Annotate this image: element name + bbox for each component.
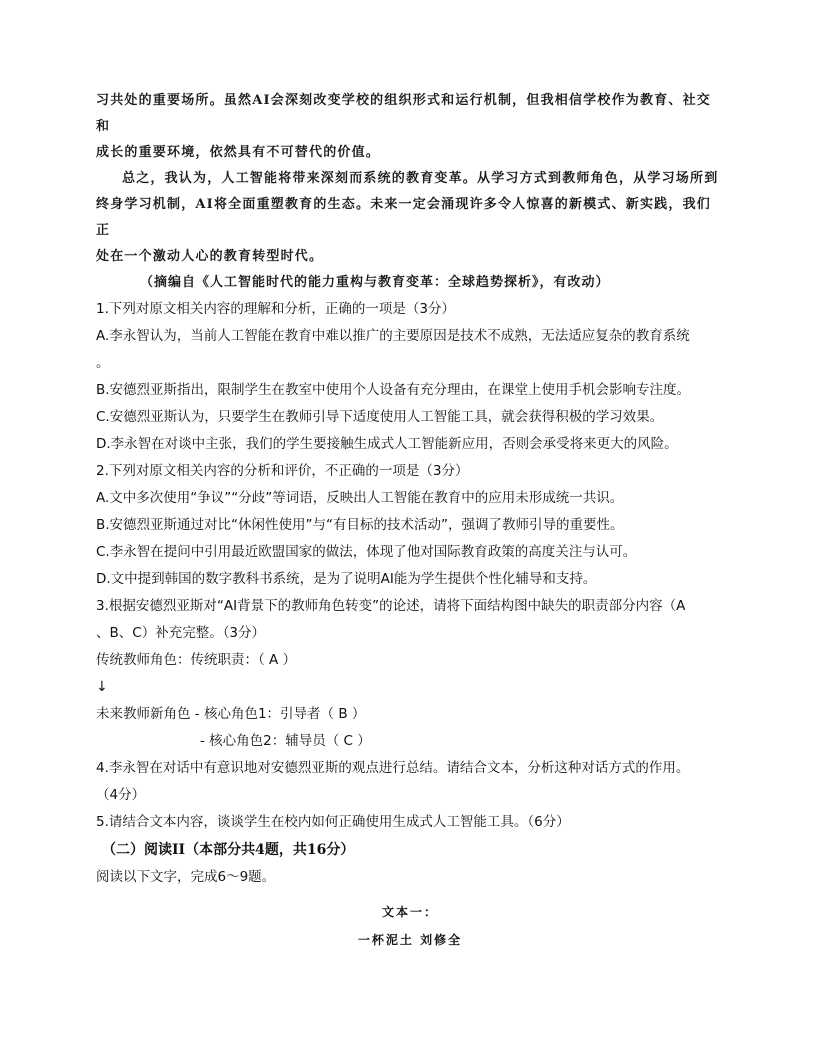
option-a: A.文中多次使用“争议”“分歧”等词语，反映出人工智能在教育中的应用未形成统一共识。 — [96, 490, 624, 506]
question-stem: 4.李永智在对话中有意识地对安德烈亚斯的观点进行总结。请结合文本，分析这种对话方式的作用。 — [96, 760, 690, 776]
document-page — [96, 88, 724, 953]
text-label: 文本一： — [381, 905, 438, 919]
question-5 — [96, 809, 724, 836]
section-heading: （二）阅读II（本部分共4题，共16分） — [102, 842, 355, 858]
question-stem-continuation: （4分） — [96, 787, 146, 803]
passage-excerpt — [96, 88, 724, 270]
passage-line: 处在一个激动人心的教育转型时代。 — [96, 249, 324, 264]
passage-line: 总之，我认为，人工智能将带来深刻而系统的教育变革。从学习方式到教师角色，从学习场所到 — [122, 171, 719, 186]
question-2 — [96, 458, 724, 593]
passage-line: 终身学习机制，AI将全面重塑教育的生态。未来一定会涌现许多令人惊喜的新模式、新实践，我们正 — [96, 197, 711, 238]
option-a-continuation: 。 — [96, 355, 110, 371]
passage-line: 习共处的重要场所。虽然AI会深刻改变学校的组织形式和运行机制，但我相信学校作为教育、社交和 — [96, 93, 711, 134]
passage-source: （摘编自《人工智能时代的能力重构与教育变革：全球趋势探析》，有改动） — [140, 275, 610, 290]
question-stem: 1.下列对原文相关内容的理解和分析，正确的一项是（3分） — [96, 301, 455, 317]
question-stem-continuation: 、B、C）补充完整。（3分） — [96, 625, 266, 641]
option-c: C.安德烈亚斯认为，只要学生在教师引导下适度使用人工智能工具，就会获得积极的学习效果。 — [96, 409, 664, 425]
option-c: C.李永智在提问中引用最近欧盟国家的做法，体现了他对国际教育政策的高度关注与认可。 — [96, 544, 637, 560]
down-arrow-icon: ↓ — [96, 679, 108, 695]
option-b: B.安德烈亚斯通过对比“休闲性使用”与“有目标的技术活动”，强调了教师引导的重要性。 — [96, 517, 624, 533]
section-instruction-block — [96, 864, 724, 891]
section-instruction: 阅读以下文字，完成6～9题。 — [96, 869, 276, 885]
structure-core-role-2: - 核心角色2：辅导员（ C ） — [200, 733, 371, 749]
question-3 — [96, 593, 724, 755]
option-b: B.安德烈亚斯指出，限制学生在教室中使用个人设备有充分理由，在课堂上使用手机会影响专注度。 — [96, 382, 691, 398]
passage-line: 成长的重要环境，依然具有不可替代的价值。 — [96, 145, 381, 160]
question-stem: 5.请结合文本内容，谈谈学生在校内如何正确使用生成式人工智能工具。（6分） — [96, 814, 570, 830]
option-d: D.李永智在对谈中主张，我们的学生要接触生成式人工智能新应用，否则会承受将来更大的风险。 — [96, 436, 678, 452]
structure-traditional-role: 传统教师角色：传统职责：（ A ） — [96, 652, 297, 668]
question-4 — [96, 755, 724, 809]
question-1 — [96, 296, 724, 458]
question-stem: 2.下列对原文相关内容的分析和评价，不正确的一项是（3分） — [96, 463, 469, 479]
option-d: D.文中提到韩国的数字教科书系统，是为了说明AI能为学生提供个性化辅导和支持。 — [96, 571, 597, 587]
option-a: A.李永智认为，当前人工智能在教育中难以推广的主要原因是技术不成熟，无法适应复杂的教育系统 — [96, 328, 690, 344]
question-stem: 3.根据安德烈亚斯对“AI背景下的教师角色转变”的论述，请将下面结构图中缺失的职责部分内容（A — [96, 598, 686, 614]
structure-future-role: 未来教师新角色 - 核心角色1：引导者（ B ） — [96, 706, 366, 722]
article-title-author: 一杯泥土 刘修全 — [357, 933, 463, 947]
